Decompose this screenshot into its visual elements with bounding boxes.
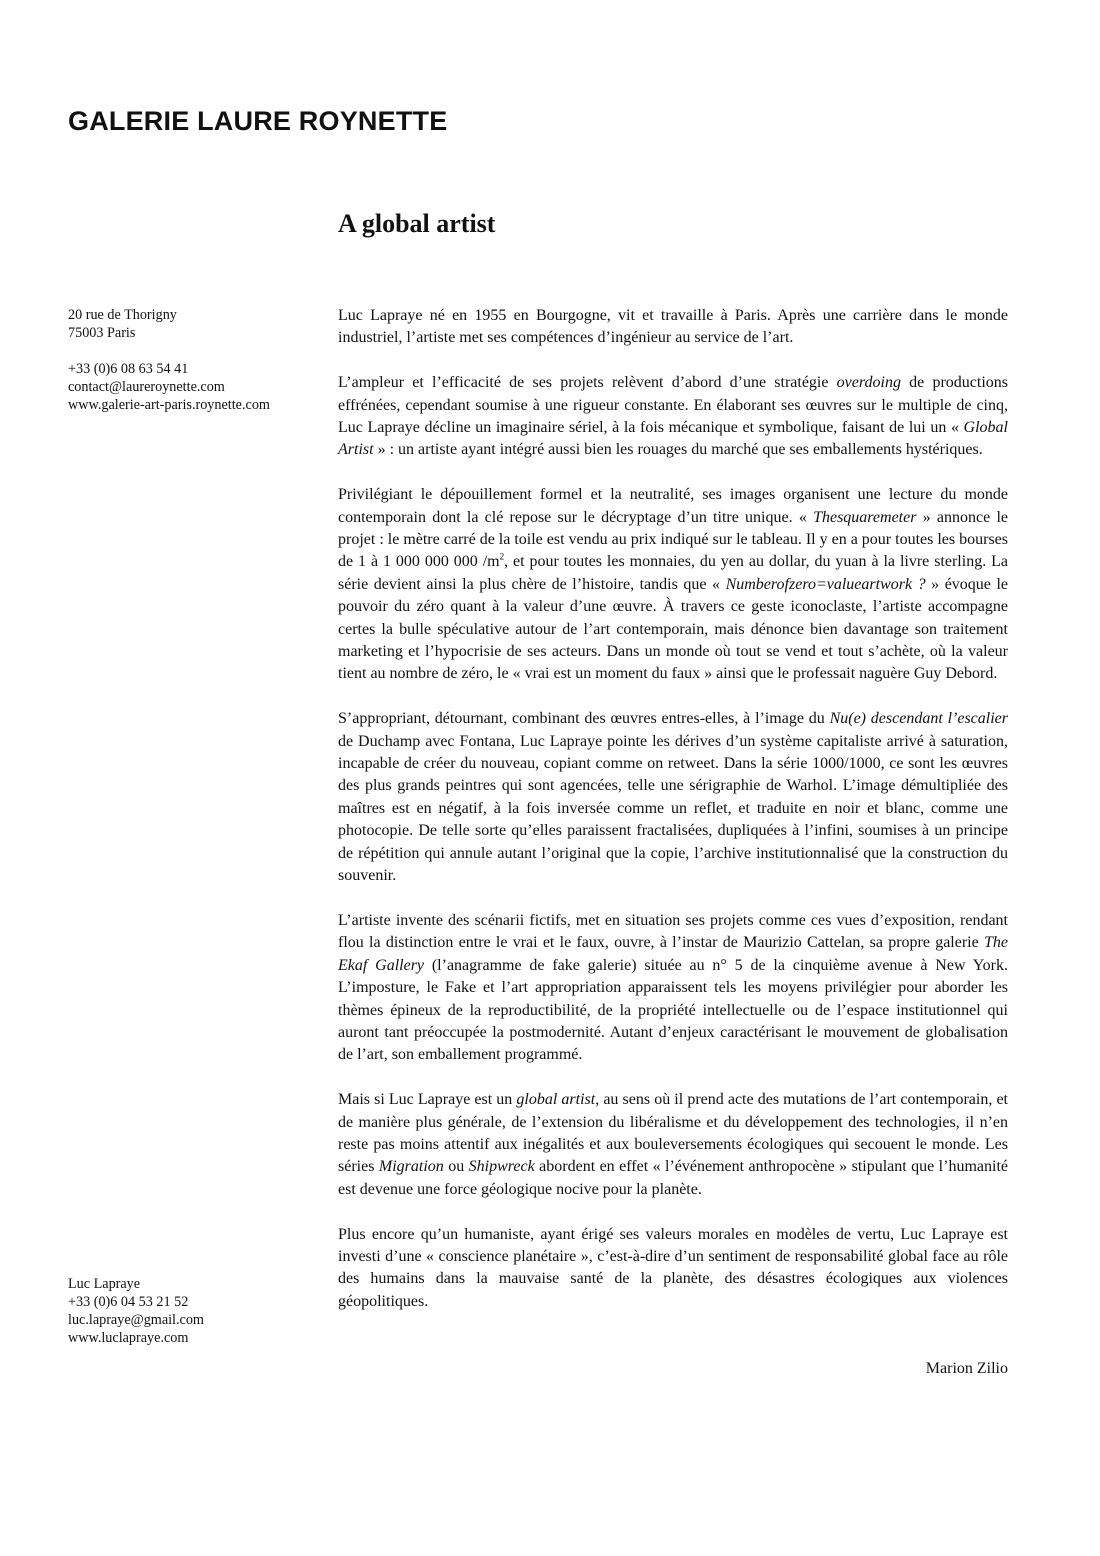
italic-title-run: Thesquaremeter [813, 508, 917, 526]
article-paragraph: Luc Lapraye né en 1955 en Bourgogne, vit et travaille à Paris. Après une carrière dans le monde industriel, l’artiste met ses compétences d’ingénieur au service de l’art. [338, 307, 1008, 347]
artist-website: www.luclapraye.com [68, 1330, 189, 1346]
italic-title-run: Numberofzero=valueartwork ? [725, 575, 926, 593]
artist-phone: +33 (0)6 04 53 21 52 [68, 1294, 189, 1310]
italic-title-run: global artist [516, 1091, 596, 1109]
artist-email: luc.lapraye@gmail.com [68, 1312, 204, 1328]
article-body [338, 305, 1008, 1336]
gallery-name: GALERIE LAURE ROYNETTE [68, 106, 448, 136]
gallery-phone: +33 (0)6 08 63 54 41 [68, 361, 189, 377]
italic-title-run: overdoing [836, 374, 901, 392]
gallery-contact [68, 306, 308, 414]
article-paragraph: L’artiste invente des scénarii fictifs, met en situation ses projets comme ces vues d’exposition, rendant flou la distinction entre le vrai et le faux, ouvre, à l’instar de Maurizio Cattelan, sa propre galerie The Ekaf Gallery (l’anagramme de fake galerie) située au n° 5 de la cinquième avenue à New York. L’imposture, le Fake et l’art appropriation apparaissent tels les moyens privilégier pour aborder les thèmes épineux de la reproductibilité, de la propriété intellectuelle ou de l’espace institutionnel qui auront tant préoccupée la postmodernité. Autant d’enjeux caractérisant le mouvement de globalisation de l’art, son emballement programmé. [338, 911, 1009, 1064]
italic-title-run: Migration [378, 1158, 444, 1176]
italic-title-run: Global Artist [338, 419, 1008, 459]
article-paragraph: Mais si Luc Lapraye est un global artist, au sens où il prend acte des mutations de l’art contemporain, et de manière plus générale, de l’extension du libéralisme et du développement des technologies, il n’en reste pas moins attentif aux inégalités et aux bouleversements écologiques qui secouent le monde. Les séries Migration ou Shipwreck abordent en effet « l’événement anthropocène » stipulant que l’humanité est devenue une force géologique nocive pour la planète. [338, 1091, 1008, 1198]
article-paragraph: Plus encore qu’un humaniste, ayant érigé ses valeurs morales en modèles de vertu, Luc Lapraye est investi d’une « conscience planétaire », c’est-à-dire d’un sentiment de responsabilité global face au rôle des humains dans la mauvaise santé de la planète, des désastres écologiques aux violences géopolitiques. [338, 1225, 1008, 1310]
article-title: A global artist [338, 209, 496, 238]
contact-spacer [68, 342, 308, 360]
superscript-run: 2 [499, 552, 505, 563]
gallery-address-line2: 75003 Paris [68, 325, 136, 341]
article-paragraph: Privilégiant le dépouillement formel et la neutralité, ses images organisent une lecture du monde contemporain dont la clé repose sur le décryptage d’un titre unique. « Thesquaremeter » annonce le projet : le mètre carré de la toile est vendu au prix indiqué sur le tableau. Il y en a pour toutes les bourses de 1 à 1 000 000 000 $/m^2$, et pour toutes les monnaies, du yen au dollar, du yuan à la livre sterling. La série devient ainsi la plus chère de l’histoire, tandis que « Numberofzero=valueartwork ? » évoque le pouvoir du zéro quant à la valeur d’une œuvre. À travers ce geste iconoclaste, l’artiste accompagne certes la bulle spéculative autour de l’art contemporain, mais dénonce bien davantage son traitement marketing et l’hypocrisie de ses acteurs. Dans un monde où tout se vend et tout s’achète, où la valeur tient au nombre de zéro, le « vrai est un moment du faux » ainsi que le professait naguère Guy Debord. [338, 486, 1008, 683]
gallery-website: www.galerie-art-paris.roynette.com [68, 397, 270, 413]
italic-title-run: Shipwreck [468, 1158, 535, 1176]
italic-title-run: Nu(e) descendant l’escalier [829, 710, 1009, 728]
article-paragraph: L’ampleur et l’efficacité de ses projets relèvent d’abord d’une stratégie overdoing de productions effrénées, cependant soumise à une rigueur constante. En élaborant ses œuvres sur le multiple de cinq, Luc Lapraye décline un imaginaire sériel, à la fois mécanique et symbolique, faisant de lui un « Global Artist » : un artiste ayant intégré aussi bien les rouages du marché que ses emballements hystériques. [338, 374, 1008, 459]
artist-contact [68, 1275, 308, 1347]
author-signature: Marion Zilio [925, 1360, 1008, 1377]
italic-title-run: The Ekaf Gallery [338, 934, 1008, 974]
gallery-email: contact@laureroynette.com [68, 379, 225, 395]
artist-name: Luc Lapraye [68, 1276, 141, 1292]
gallery-address-line1: 20 rue de Thorigny [68, 307, 177, 323]
article-paragraph: S’appropriant, détournant, combinant des œuvres entres-elles, à l’image du Nu(e) descendant l’escalier de Duchamp avec Fontana, Luc Lapraye pointe les dérives d’un système capitaliste arrivé à saturation, incapable de créer du nouveau, copiant comme on retweet. Dans la série 1000/1000, ce sont les œuvres des plus grands peintres qui sont agencées, telle une sérigraphie de Warhol. L’image démultipliée des maîtres est en négatif, à la fois inversée comme un reflet, et traduite en noir et blanc, comme une photocopie. De telle sorte qu’elles paraissent fractalisées, dupliquées à l’infini, soumises à un principe de répétition qui annule autant l’original que la copie, l’archive institutionnalisé que la construction du souvenir. [338, 710, 1009, 885]
